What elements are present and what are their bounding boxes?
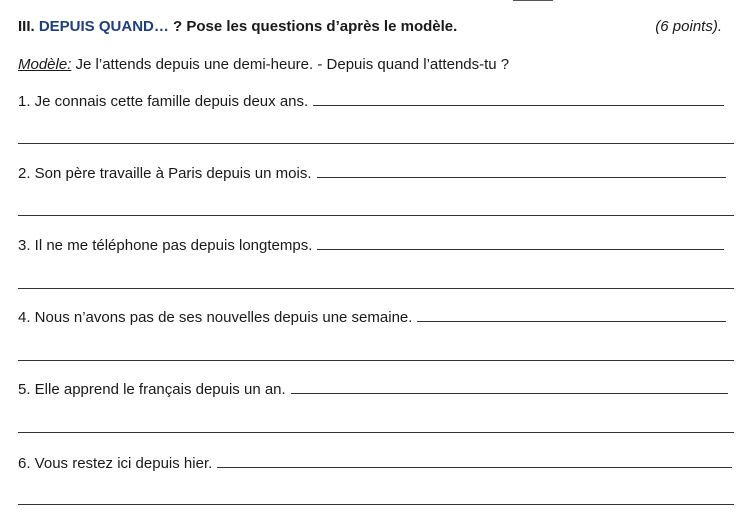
exercise-title-highlight: DEPUIS QUAND… bbox=[38, 18, 169, 35]
question-2 bbox=[18, 162, 726, 182]
top-edge-mark bbox=[513, 0, 553, 1]
question-6-answer-blank[interactable] bbox=[217, 466, 732, 468]
question-4 bbox=[18, 306, 726, 326]
model-example bbox=[18, 56, 509, 73]
exercise-title: ? Pose les questions d’après le modèle. bbox=[168, 18, 458, 35]
question-1-answer-line[interactable] bbox=[18, 142, 734, 144]
question-3-answer-blank[interactable] bbox=[317, 248, 724, 250]
question-2-answer-line[interactable] bbox=[18, 214, 734, 216]
question-6 bbox=[18, 452, 732, 472]
question-1 bbox=[18, 90, 724, 110]
question-1-answer-blank[interactable] bbox=[313, 104, 724, 106]
exercise-numeral: III. bbox=[18, 18, 35, 35]
model-label: Modèle: bbox=[18, 56, 72, 73]
question-5 bbox=[18, 378, 728, 398]
question-4-text: 4. Nous n’avons pas de ses nouvelles depuis une semaine. bbox=[18, 309, 413, 326]
question-2-text: 2. Son père travaille à Paris depuis un mois. bbox=[18, 165, 312, 182]
question-2-answer-blank[interactable] bbox=[317, 176, 727, 178]
question-6-text: 6. Vous restez ici depuis hier. bbox=[18, 455, 213, 472]
question-4-answer-line[interactable] bbox=[18, 359, 734, 361]
model-text: Je l’attends depuis une demi-heure. - Depuis quand l’attends-tu ? bbox=[71, 56, 510, 73]
question-3-answer-line[interactable] bbox=[18, 287, 734, 289]
question-5-answer-line[interactable] bbox=[18, 431, 734, 433]
exercise-header bbox=[18, 18, 722, 38]
question-5-answer-blank[interactable] bbox=[291, 392, 728, 394]
question-3-text: 3. Il ne me téléphone pas depuis longtemps. bbox=[18, 237, 313, 254]
question-4-answer-blank[interactable] bbox=[417, 320, 726, 322]
exercise-points: (6 points). bbox=[655, 18, 722, 35]
question-5-text: 5. Elle apprend le français depuis un an. bbox=[18, 381, 286, 398]
question-6-answer-line[interactable] bbox=[18, 503, 734, 505]
question-1-text: 1. Je connais cette famille depuis deux ans. bbox=[18, 93, 309, 110]
question-3 bbox=[18, 234, 724, 254]
